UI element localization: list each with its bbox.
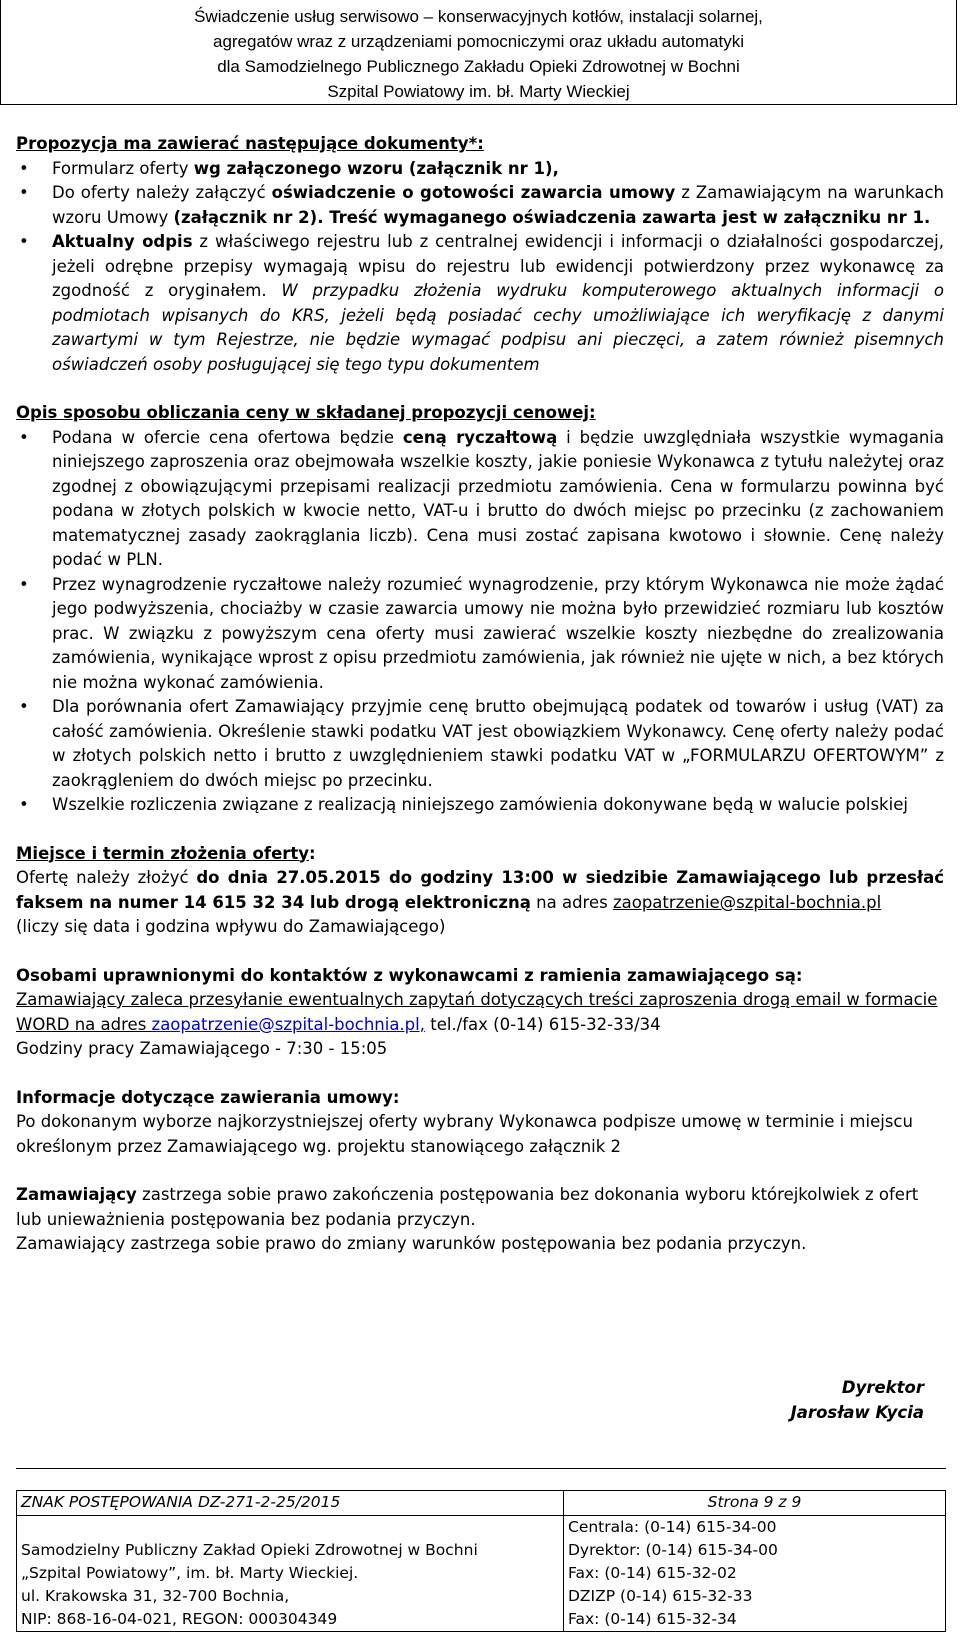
place-heading	[16, 842, 944, 867]
contact-paragraph	[16, 988, 944, 1037]
contract-text: Po dokonanym wyborze najkorzystniejszej oferty wybrany Wykonawca podpisze umowę w terminie i miejscu określonym przez Zamawiającego wg. projektu stanowiącego załącznik 2	[16, 1112, 913, 1156]
footer-ref: ZNAK POSTĘPOWANIA DZ-271-2-25/2015	[17, 1491, 564, 1516]
contact-text: Zamawiający zaleca przesyłanie ewentualnych zapytań dotyczących treści zaproszenia drogą email w formacie WORD na adres	[16, 990, 938, 1034]
address-line: NIP: 868-16-04-021, REGON: 000304349	[21, 1610, 338, 1628]
item-bold: ceną ryczałtową	[402, 427, 558, 447]
item-text: Do oferty należy załączyć	[52, 183, 272, 202]
item-text: Podana w ofercie cena ofertowa będzie	[52, 427, 403, 447]
para-bold: do dnia 27.05.2015 do godziny 13:00 w siedzibie Zamawiającego lub przesłać faksem na numer 14 615 32 34 lub drogą elektroniczną	[16, 868, 944, 912]
item-bold: (załącznik nr 2).	[173, 207, 324, 227]
item-text: Formularz oferty	[52, 158, 194, 178]
header-line: Świadczenie usług serwisowo – konserwacyjnych kotłów, instalacji solarnej,	[194, 7, 763, 26]
item-text: z Zamawiającym na warunkach wzoru Umowy	[52, 183, 944, 227]
document-body	[16, 132, 944, 1257]
footer-page-number: Strona 9 z 9	[564, 1491, 946, 1516]
email-link[interactable]: zaopatrzenie@szpital-bochnia.pl,	[151, 1014, 425, 1034]
footer-phones	[564, 1516, 946, 1632]
header-line: Szpital Powiatowy im. bł. Marty Wieckiej	[327, 82, 630, 101]
contact-heading: Osobami uprawnionymi do kontaktów z wykonawcami z ramienia zamawiającego są:	[16, 965, 803, 985]
contract-section	[16, 1086, 944, 1160]
item-text: i będzie uwzględniała wszystkie wymagania niniejszego zaproszenia oraz obejmowała wszelkie koszty, jakie poniesie Wykonawca z tytułu należytej oraz zgodnej z obowiązującymi przepisami realizacji przedmiotu zamówienia. Cena w formularzu powinna być podana w złotych polskich w kwocie netto, VAT-u i brutto do dwóch miejsc po przecinku (z zachowaniem matematycznej zasady zaokrąglania liczb). Cena musi zostać zapisana kwotowo i słownie. Cenę należy podać w PLN.	[52, 427, 944, 569]
list-item: • Przez wynagrodzenie ryczałtowe należy rozumieć wynagrodzenie, przy którym Wykonawca nie może żądać jego podwyższenia, chociażby w czasie zawarcia umowy nie można było przewidzieć rozmiaru lub kosztów prac. W związku z powyższym cena oferty musi zawierać wszelkie koszty niezbędne do zrealizowania zamówienia, wynikające wprost z opisu przedmiotu zamówienia, jak również nie ujęte w nich, a bez których nie można wykonać zamówienia.	[16, 573, 944, 696]
footer-table	[16, 1490, 946, 1632]
phone-line: Dyrektor: (0-14) 615-34-00	[568, 1541, 778, 1559]
signature-block	[791, 1375, 924, 1425]
address-line: ul. Krakowska 31, 32-700 Bochnia,	[21, 1587, 290, 1605]
list-item	[16, 426, 944, 573]
document-header	[0, 0, 957, 105]
documents-heading: Propozycja ma zawierać następujące dokumenty*:	[16, 134, 484, 153]
email-link[interactable]: zaopatrzenie@szpital-bochnia.pl	[612, 892, 882, 912]
phone-line: Centrala: (0-14) 615-34-00	[568, 1518, 777, 1536]
contract-heading: Informacje dotyczące zawierania umowy:	[16, 1087, 400, 1107]
reserve-section	[16, 1183, 944, 1257]
address-line: „Szpital Powiatowy”, im. bł. Marty Wieckiej.	[21, 1564, 359, 1582]
reserve-paragraph	[16, 1183, 944, 1232]
place-section	[16, 842, 944, 940]
reserve-text: zastrzega sobie prawo zakończenia postępowania bez dokonania wyboru którejkolwiek z ofert lub unieważnienia postępowania bez podania przyczyn.	[16, 1185, 919, 1229]
reserve-bold: Zamawiający	[16, 1185, 137, 1204]
documents-list	[16, 157, 944, 378]
header-line: agregatów wraz z urządzeniami pomocniczymi oraz układu automatyki	[212, 32, 744, 51]
contact-section	[16, 964, 944, 1062]
list-item: • Dla porównania ofert Zamawiający przyjmie cenę brutto obejmującą podatek od towarów i usług (VAT) za całość zamówienia. Określenie stawki podatku VAT jest obowiązkiem Wykonawcy. Cenę oferty należy podać w złotych polskich netto i brutto z uwzględnieniem stawki podatku VAT w „FORMULARZU OFERTOWYM” z zaokrągleniem do dwóch miejsc po przecinku.	[16, 695, 944, 793]
price-list	[16, 426, 944, 818]
price-section	[16, 401, 944, 818]
list-item	[16, 181, 944, 230]
signature-title: Dyrektor	[841, 1378, 924, 1397]
list-item	[16, 157, 944, 182]
list-item: • Wszelkie rozliczenia związane z realizacją niniejszego zamówienia dokonywane będą w walucie polskiej	[16, 793, 944, 818]
heading-colon: :	[309, 843, 316, 863]
para-text: Ofertę należy złożyć	[16, 868, 197, 887]
place-note: (liczy się data i godzina wpływu do Zamawiającego)	[16, 917, 446, 936]
item-bold: Aktualny odpis	[52, 232, 193, 251]
item-bold: wg załączonego wzoru (załącznik nr 1),	[193, 158, 559, 178]
documents-section	[16, 132, 944, 377]
item-bold: Treść wymaganego oświadczenia zawarta jest w załączniku nr 1.	[323, 207, 931, 227]
place-paragraph	[16, 866, 944, 915]
item-text: z właściwego rejestru lub z centralnej ewidencji i informacji o działalności gospodarczej, jeżeli odrębne przepisy wymagają wpisu do rejestru lub ewidencji potwierdzony przez wykonawcę za zgodność z oryginałem.	[52, 232, 944, 300]
phone-line: Fax: (0-14) 615-32-34	[568, 1610, 737, 1628]
reserve-paragraph-2: Zamawiający zastrzega sobie prawo do zmiany warunków postępowania bez podania przyczyn.	[16, 1234, 807, 1253]
address-line: Samodzielny Publiczny Zakład Opieki Zdrowotnej w Bochni	[21, 1541, 478, 1559]
footer-address	[17, 1516, 564, 1632]
phone-line: Fax: (0-14) 615-32-02	[568, 1564, 737, 1582]
item-italic: W przypadku złożenia wydruku komputerowego aktualnych informacji o podmiotach wpisanych do KRS, jeżeli będą posiadać cechy umożliwiające ich weryfikację z danymi zawartymi w tym Rejestrze, nie będzie wymagać podpisu ani pieczęci, a zatem również pisemnych oświadczeń osoby posługującej się tego typu dokumentem	[52, 281, 944, 374]
signature-name: Jarosław Kycia	[790, 1403, 924, 1422]
item-bold: oświadczenie o gotowości zawarcia umowy	[271, 183, 676, 202]
header-line: dla Samodzielnego Publicznego Zakładu Opieki Zdrowotnej w Bochni	[217, 57, 740, 76]
price-heading: Opis sposobu obliczania ceny w składanej propozycji cenowej:	[16, 403, 596, 422]
phone-line: DZIZP (0-14) 615-32-33	[568, 1587, 753, 1605]
list-item	[16, 230, 944, 377]
heading-text: Miejsce i termin złożenia oferty	[16, 843, 310, 863]
footer-divider	[16, 1468, 946, 1469]
contact-phone: tel./fax (0-14) 615-32-33/34	[424, 1014, 661, 1034]
working-hours: Godziny pracy Zamawiającego - 7:30 - 15:05	[16, 1039, 388, 1058]
para-text: na adres	[530, 892, 613, 912]
